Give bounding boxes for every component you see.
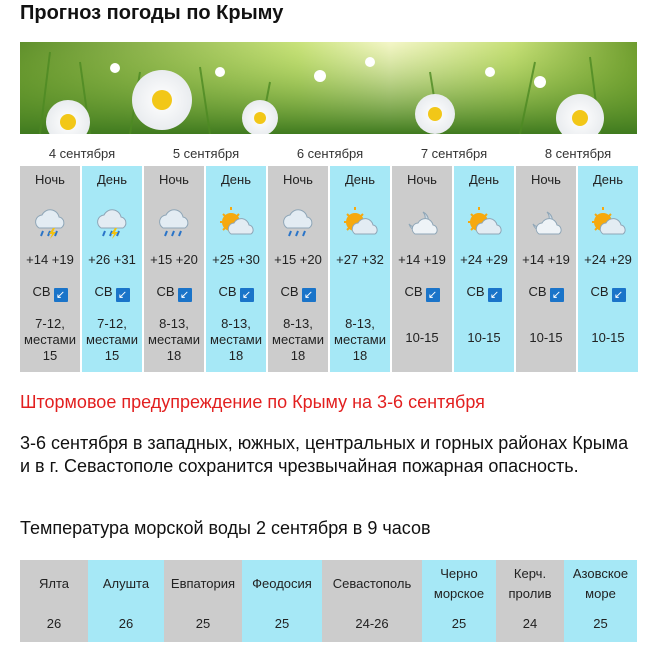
forecast-day-column: [454, 166, 514, 372]
forecast-date: 4 сентября: [48, 146, 116, 161]
banner-image: [20, 42, 637, 134]
wind-speed: [82, 316, 142, 364]
wind-speed-line: 10-15: [405, 330, 439, 345]
forecast-date: 5 сентября: [172, 146, 240, 161]
wind-direction: [516, 284, 576, 302]
wind-speed-line: 18: [228, 348, 244, 363]
temperature-range: +14 +19: [398, 252, 446, 267]
wind-speed: [392, 330, 452, 346]
forecast-date: 8 сентября: [544, 146, 612, 161]
arrow-southwest-icon: ↙: [178, 288, 192, 302]
wind-direction-label: СВ: [218, 284, 237, 299]
wind-speed-line: 10-15: [467, 330, 501, 345]
wind-direction-label: СВ: [528, 284, 547, 299]
wind-speed-line: 8-13,: [345, 316, 375, 331]
forecast-table: [20, 142, 637, 372]
sea-temperature-value: 25: [451, 616, 467, 631]
wind-speed-line: 7-12,: [97, 316, 127, 331]
wind-speed-line: 18: [166, 348, 182, 363]
period-label: Ночь: [407, 172, 437, 187]
forecast-day-column: [206, 166, 266, 372]
arrow-southwest-icon: ↙: [612, 288, 626, 302]
sea-temperature-value: 25: [274, 616, 290, 631]
temperature-range: +25 +30: [212, 252, 260, 267]
wind-speed-line: 10-15: [529, 330, 563, 345]
sea-station-column: [20, 560, 88, 642]
storm-warning-text: Штормовое предупреждение по Крыму на 3-6 сентября: [20, 392, 485, 412]
arrow-southwest-icon: ↙: [550, 288, 564, 302]
sea-station-column: [242, 560, 322, 642]
temperature-range: +14 +19: [26, 252, 74, 267]
period-label: День: [469, 172, 499, 187]
wind-speed: [268, 316, 328, 364]
sea-temperature-value: 24: [522, 616, 538, 631]
wind-speed-line: 18: [352, 348, 368, 363]
sea-station-name: [322, 560, 422, 608]
sea-station-name-line: морское: [433, 586, 485, 601]
arrow-southwest-icon: ↙: [426, 288, 440, 302]
wind-speed-line: 7-12,: [35, 316, 65, 331]
sea-station-column: [322, 560, 422, 642]
cloud-rain-icon: [155, 204, 193, 238]
wind-direction-label: СВ: [404, 284, 423, 299]
wind-speed-line: 8-13,: [221, 316, 251, 331]
period-label: День: [345, 172, 375, 187]
sea-station-column: [422, 560, 496, 642]
wind-speed: [330, 316, 390, 364]
page-title: Прогноз погоды по Крыму: [20, 2, 284, 24]
wind-direction: [82, 284, 142, 302]
wind-direction-label: СВ: [466, 284, 485, 299]
sea-station-column: [164, 560, 242, 642]
sea-station-name: [164, 560, 242, 608]
sea-station-column: [564, 560, 637, 642]
wind-speed-line: местами: [86, 332, 138, 347]
arrow-southwest-icon: ↙: [302, 288, 316, 302]
sea-temperature-value: 25: [593, 616, 608, 631]
wind-speed: [454, 330, 514, 346]
arrow-southwest-icon: ↙: [488, 288, 502, 302]
sea-station-name-line: Феодосия: [252, 576, 312, 591]
wind-direction-label: СВ: [32, 284, 51, 299]
temperature-range: +24 +29: [584, 252, 632, 267]
period-label: День: [221, 172, 251, 187]
wind-direction: [206, 284, 266, 302]
sea-station-name: [20, 560, 88, 608]
period-label: День: [593, 172, 623, 187]
sea-station-name-line: Севастополь: [332, 576, 412, 591]
sea-temperature-title: Температура морской воды 2 сентября в 9 часов: [20, 518, 431, 538]
wind-speed-line: 8-13,: [283, 316, 313, 331]
cloud-rain-thunder-icon: [93, 204, 131, 238]
sea-station-name-line: Керч.: [513, 566, 547, 581]
sea-station-name-line: Алушта: [102, 576, 150, 591]
sea-station-name-line: пролив: [508, 586, 552, 601]
moon-cloud-icon: [527, 204, 565, 238]
forecast-date: 6 сентября: [296, 146, 364, 161]
temperature-range: +26 +31: [88, 252, 136, 267]
sea-station-column: [88, 560, 164, 642]
temperature-range: +14 +19: [522, 252, 570, 267]
forecast-date: 7 сентября: [420, 146, 488, 161]
period-label: День: [97, 172, 127, 187]
wind-direction: [454, 284, 514, 302]
period-label: Ночь: [159, 172, 189, 187]
sea-temperature-value: 24-26: [355, 616, 389, 631]
forecast-night-column: [144, 166, 204, 372]
temperature-range: +15 +20: [274, 252, 322, 267]
wind-speed: [206, 316, 266, 364]
wind-speed: [516, 330, 576, 346]
sea-station-name-line: Азовское: [572, 566, 629, 581]
wind-direction-label: СВ: [156, 284, 175, 299]
arrow-southwest-icon: ↙: [240, 288, 254, 302]
wind-speed-line: местами: [24, 332, 76, 347]
period-label: Ночь: [283, 172, 313, 187]
wind-direction: [578, 284, 638, 302]
period-label: Ночь: [531, 172, 561, 187]
arrow-southwest-icon: ↙: [54, 288, 68, 302]
wind-direction: [392, 284, 452, 302]
wind-speed-line: местами: [148, 332, 200, 347]
period-label: Ночь: [35, 172, 65, 187]
wind-speed-line: 10-15: [591, 330, 625, 345]
forecast-day-column: [82, 166, 142, 372]
wind-direction-label: СВ: [280, 284, 299, 299]
sea-temperature-value: 26: [118, 616, 134, 631]
sea-station-name-line: море: [585, 586, 616, 601]
sea-temperature-value: 25: [195, 616, 211, 631]
sun-cloud-icon: [341, 204, 379, 238]
temperature-range: +27 +32: [336, 252, 384, 267]
wind-direction-label: СВ: [94, 284, 113, 299]
sea-temperature-value: 26: [46, 616, 62, 631]
sea-station-name: [242, 560, 322, 608]
wind-speed-line: местами: [272, 332, 324, 347]
fire-danger-text: 3-6 сентября в западных, южных, центральных и горных районах Крыма и в г. Севастополе сохранится чрезвычайная пожарная опасность.: [20, 433, 629, 476]
temperature-range: +24 +29: [460, 252, 508, 267]
sea-station-name-line: Ялта: [38, 576, 69, 591]
sea-station-name: [422, 560, 496, 608]
wind-speed-line: 15: [104, 348, 120, 363]
wind-speed: [578, 330, 638, 346]
wind-direction: [144, 284, 204, 302]
wind-direction: [268, 284, 328, 302]
wind-direction-label: СВ: [590, 284, 609, 299]
sea-station-name: [496, 560, 564, 608]
forecast-day-column: [330, 166, 390, 372]
forecast-day-column: [578, 166, 638, 372]
wind-speed: [144, 316, 204, 364]
sea-station-name: [564, 560, 637, 608]
sea-station-name-line: Евпатория: [170, 576, 236, 591]
forecast-night-column: [392, 166, 452, 372]
wind-speed-line: местами: [334, 332, 386, 347]
wind-speed-line: 15: [42, 348, 58, 363]
sea-station-name-line: Черно: [440, 566, 478, 581]
arrow-southwest-icon: ↙: [116, 288, 130, 302]
cloud-rain-thunder-icon: [31, 204, 69, 238]
sun-cloud-icon: [465, 204, 503, 238]
wind-direction: [20, 284, 80, 302]
forecast-night-column: [20, 166, 80, 372]
temperature-range: +15 +20: [150, 252, 198, 267]
cloud-rain-icon: [279, 204, 317, 238]
sea-station-column: [496, 560, 564, 642]
wind-speed-line: 18: [290, 348, 306, 363]
forecast-night-column: [516, 166, 576, 372]
sea-station-name: [88, 560, 164, 608]
sun-cloud-icon: [589, 204, 627, 238]
moon-cloud-icon: [403, 204, 441, 238]
wind-speed: [20, 316, 80, 364]
sea-temperature-table: [20, 560, 637, 642]
wind-speed-line: 8-13,: [159, 316, 189, 331]
daisy-meadow-picture: [20, 42, 637, 134]
sun-cloud-icon: [217, 204, 255, 238]
wind-speed-line: местами: [210, 332, 262, 347]
forecast-night-column: [268, 166, 328, 372]
